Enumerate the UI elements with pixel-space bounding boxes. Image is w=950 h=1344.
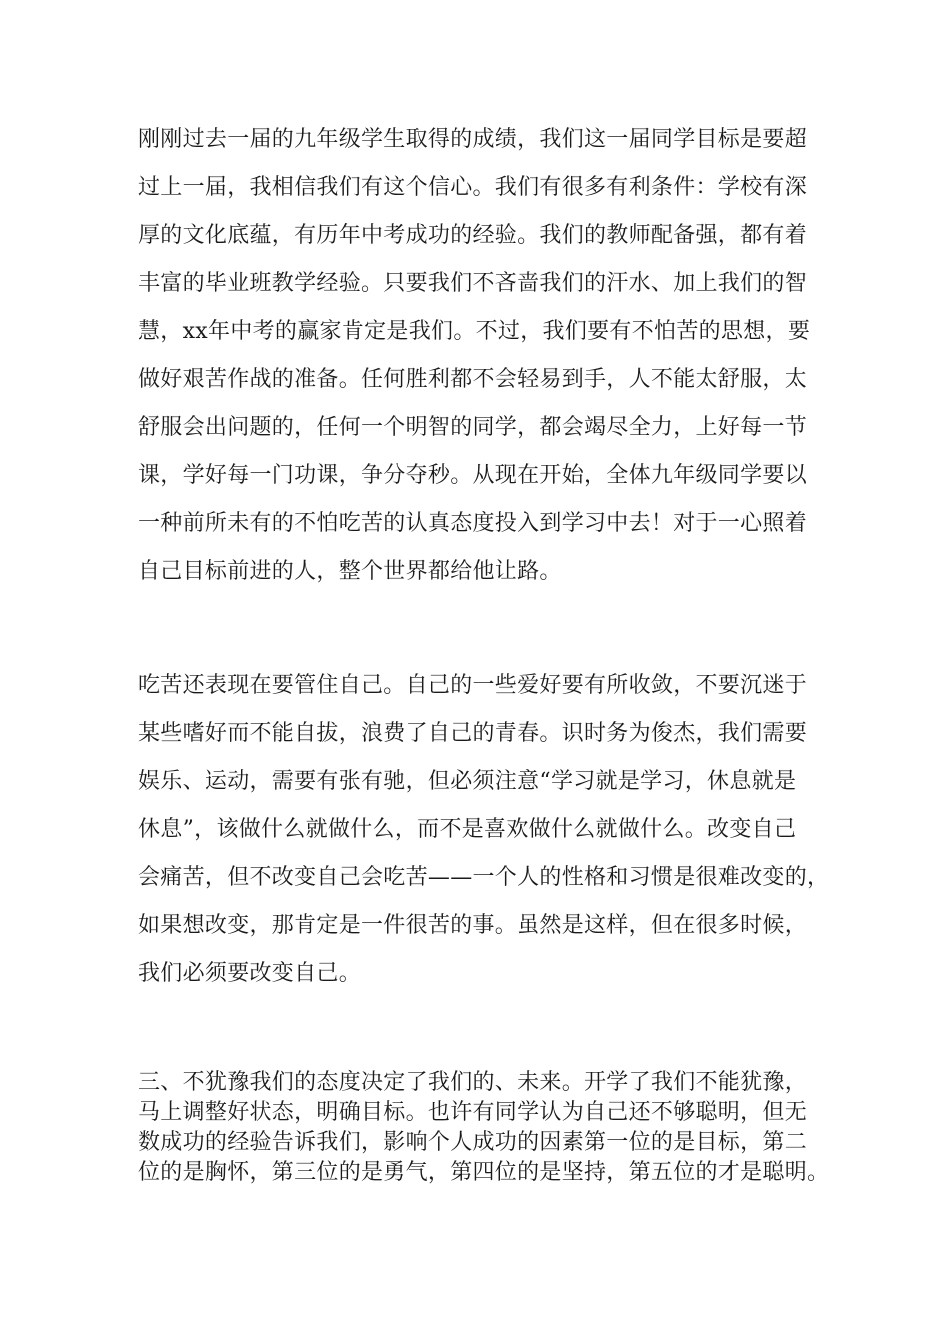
text-line: 位的是胸怀，第三位的是勇气，第四位的是坚持，第五位的才是聪明。 — [138, 1160, 830, 1185]
text-line: 慧，xx年中考的赢家肯定是我们。不过，我们要有不怕苦的思想，要 — [138, 319, 811, 344]
text-line: 娱乐、运动，需要有张有驰，但必须注意“学习就是学习，休息就是 — [138, 769, 797, 794]
text-line: 自己目标前进的人，整个世界都给他让路。 — [138, 559, 562, 584]
text-line: 三、不犹豫我们的态度决定了我们的、未来。开学了我们不能犹豫， — [138, 1070, 808, 1095]
text-line: 舒服会出问题的，任何一个明智的同学，都会竭尽全力，上好每一节 — [138, 415, 808, 440]
text-line: 数成功的经验告诉我们，影响个人成功的因素第一位的是目标，第二 — [138, 1130, 808, 1155]
text-line: 马上调整好状态，明确目标。也许有同学认为自己还不够聪明，但无 — [138, 1100, 808, 1125]
paragraph-2 — [138, 662, 830, 998]
text-line: 会痛苦，但不改变自己会吃苦——一个人的性格和习惯是很难改变的， — [138, 865, 830, 890]
text-line: 吃苦还表现在要管住自己。自己的一些爱好要有所收敛，不要沉迷于 — [138, 673, 808, 698]
text-line: 如果想改变，那肯定是一件很苦的事。虽然是这样，但在很多时候， — [138, 913, 808, 938]
text-line: 我们必须要改变自己。 — [138, 961, 362, 986]
paragraph-1 — [138, 116, 824, 596]
text-line: 丰富的毕业班教学经验。只要我们不吝啬我们的汗水、加上我们的智 — [138, 271, 808, 296]
paragraph-3 — [138, 1068, 830, 1188]
text-line: 做好艰苦作战的准备。任何胜利都不会轻易到手，人不能太舒服，太 — [138, 367, 808, 392]
text-line: 一种前所未有的不怕吃苦的认真态度投入到学习中去！对于一心照着 — [138, 511, 808, 536]
text-line: 过上一届，我相信我们有这个信心。我们有很多有利条件：学校有深 — [138, 175, 808, 200]
text-line: 厚的文化底蕴，有历年中考成功的经验。我们的教师配备强，都有着 — [138, 223, 808, 248]
text-line: 某些嗜好而不能自拔，浪费了自己的青春。识时务为俊杰，我们需要 — [138, 721, 808, 746]
text-line: 刚刚过去一届的九年级学生取得的成绩，我们这一届同学目标是要超 — [138, 127, 808, 152]
text-line: 休息”，该做什么就做什么，而不是喜欢做什么就做什么。改变自己 — [138, 817, 797, 842]
text-line: 课，学好每一门功课，争分夺秒。从现在开始，全体九年级同学要以 — [138, 463, 808, 488]
